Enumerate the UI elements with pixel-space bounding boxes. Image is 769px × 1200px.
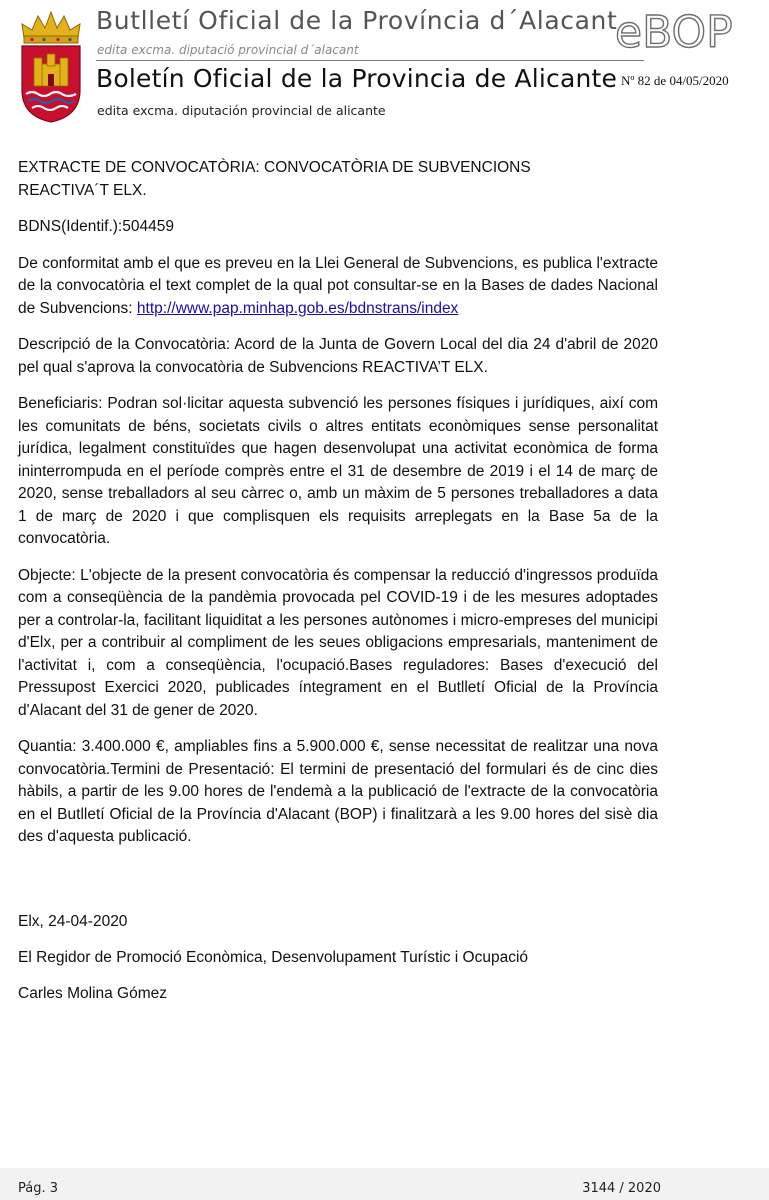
document-body [18,157,658,863]
heading-line-1: EXTRACTE DE CONVOCATÒRIA: CONVOCATÒRIA DE SUBVENCIONS [18,159,531,176]
coat-of-arms-icon [18,8,84,124]
amount-paragraph: Quantia: 3.400.000 €, ampliables fins a 5.900.000 €, sense necessitat de realitzar una nova convocatòria.Termini de Presentació: El termini de presentació del formulari és de cinc dies hàbils, a partir de les 9.00 hores de l'endemà a la publicació de l'extracte de la convocatòria en el Butlletí Oficial de la Província d'Alacant (BOP) i finalitzarà a les 9.00 hores del sisè dia des d'aquesta publicació. [18,738,658,845]
ebop-logo-text: eBOP [615,7,733,58]
beneficiaries-paragraph: Beneficiaris: Podran sol·licitar aquesta subvenció les persones físiques i jurídiques, així com les comunitats de béns, societats civils o altres entitats econòmiques sense personalitat jurídica, legalment constituïdes que hagen desenvolupat una activitat econòmica de forma ininterrompuda en el període comprès entre el 31 de desembre de 2019 i el 14 de març de 2020, sense treballadors al seu càrrec o, amb un màxim de 5 persones treballadores a data 1 de març de 2020 i que complisquen els requisits arreplegats en la Base 5a de la convocatòria. [18,395,658,547]
header-divider [96,60,644,61]
publisher-spanish: edita excma. diputación provincial de alicante [97,103,386,118]
bulletin-title-valencian: Butlletí Oficial de la Província d´Alacant [96,6,618,35]
publisher-valencian: edita excma. diputació provincial d´alacant [97,43,359,57]
object-paragraph: Objecte: L'objecte de la present convocatòria és compensar la reducció d'ingressos produïda com a conseqüència de la pandèmia provocada pel COVID-19 i de les mesures adoptades per a controlar-la, facilitant liquiditat a les persones autònomes i micro-empreses del municipi d'Elx, per a contribuir al compliment de les seues obligacions empresarials, manteniment de l'activitat i, com a conseqüència, l'ocupació.Bases reguladores: Bases d'execució del Pressupost Exercici 2020, publicades íntegrament en el Butlletí Oficial de la Província d'Alacant del 31 de gener de 2020. [18,566,658,719]
bdns-identifier: BDNS(Identif.):504459 [18,218,174,235]
ebop-logo [613,3,749,63]
document-number: 3144 / 2020 [582,1181,661,1196]
bulletin-title-spanish: Boletín Oficial de la Provincia de Alicante [96,64,618,93]
page-number: Pág. 3 [18,1181,59,1196]
intro-text: De conformitat amb el que es preveu en la Llei General de Subvencions, es publica l'extracte de la convocatòria el text complet de la qual pot consultar-se en la Bases de dades Nacional de Subvencions: [18,254,658,317]
signature-block [18,911,528,1019]
signatory-name: Carles Molina Gómez [18,985,168,1002]
page-header [0,0,769,130]
bdns-link[interactable]: http://www.pap.minhap.gob.es/bdnstrans/index [136,299,459,317]
heading-line-2: REACTIVA´T ELX. [18,181,147,199]
issue-number-date: Nº 82 de 04/05/2020 [621,73,729,88]
intro-paragraph [18,253,658,321]
place-date: Elx, 24-04-2020 [18,913,128,930]
description-paragraph: Descripció de la Convocatòria: Acord de la Junta de Govern Local del dia 24 d'abril de 2020 pel qual s'aprova la convocatòria de Subvencions REACTIVA’T ELX. [18,336,658,376]
signatory-role: El Regidor de Promoció Econòmica, Desenvolupament Turístic i Ocupació [18,949,529,966]
document-heading [18,157,658,202]
